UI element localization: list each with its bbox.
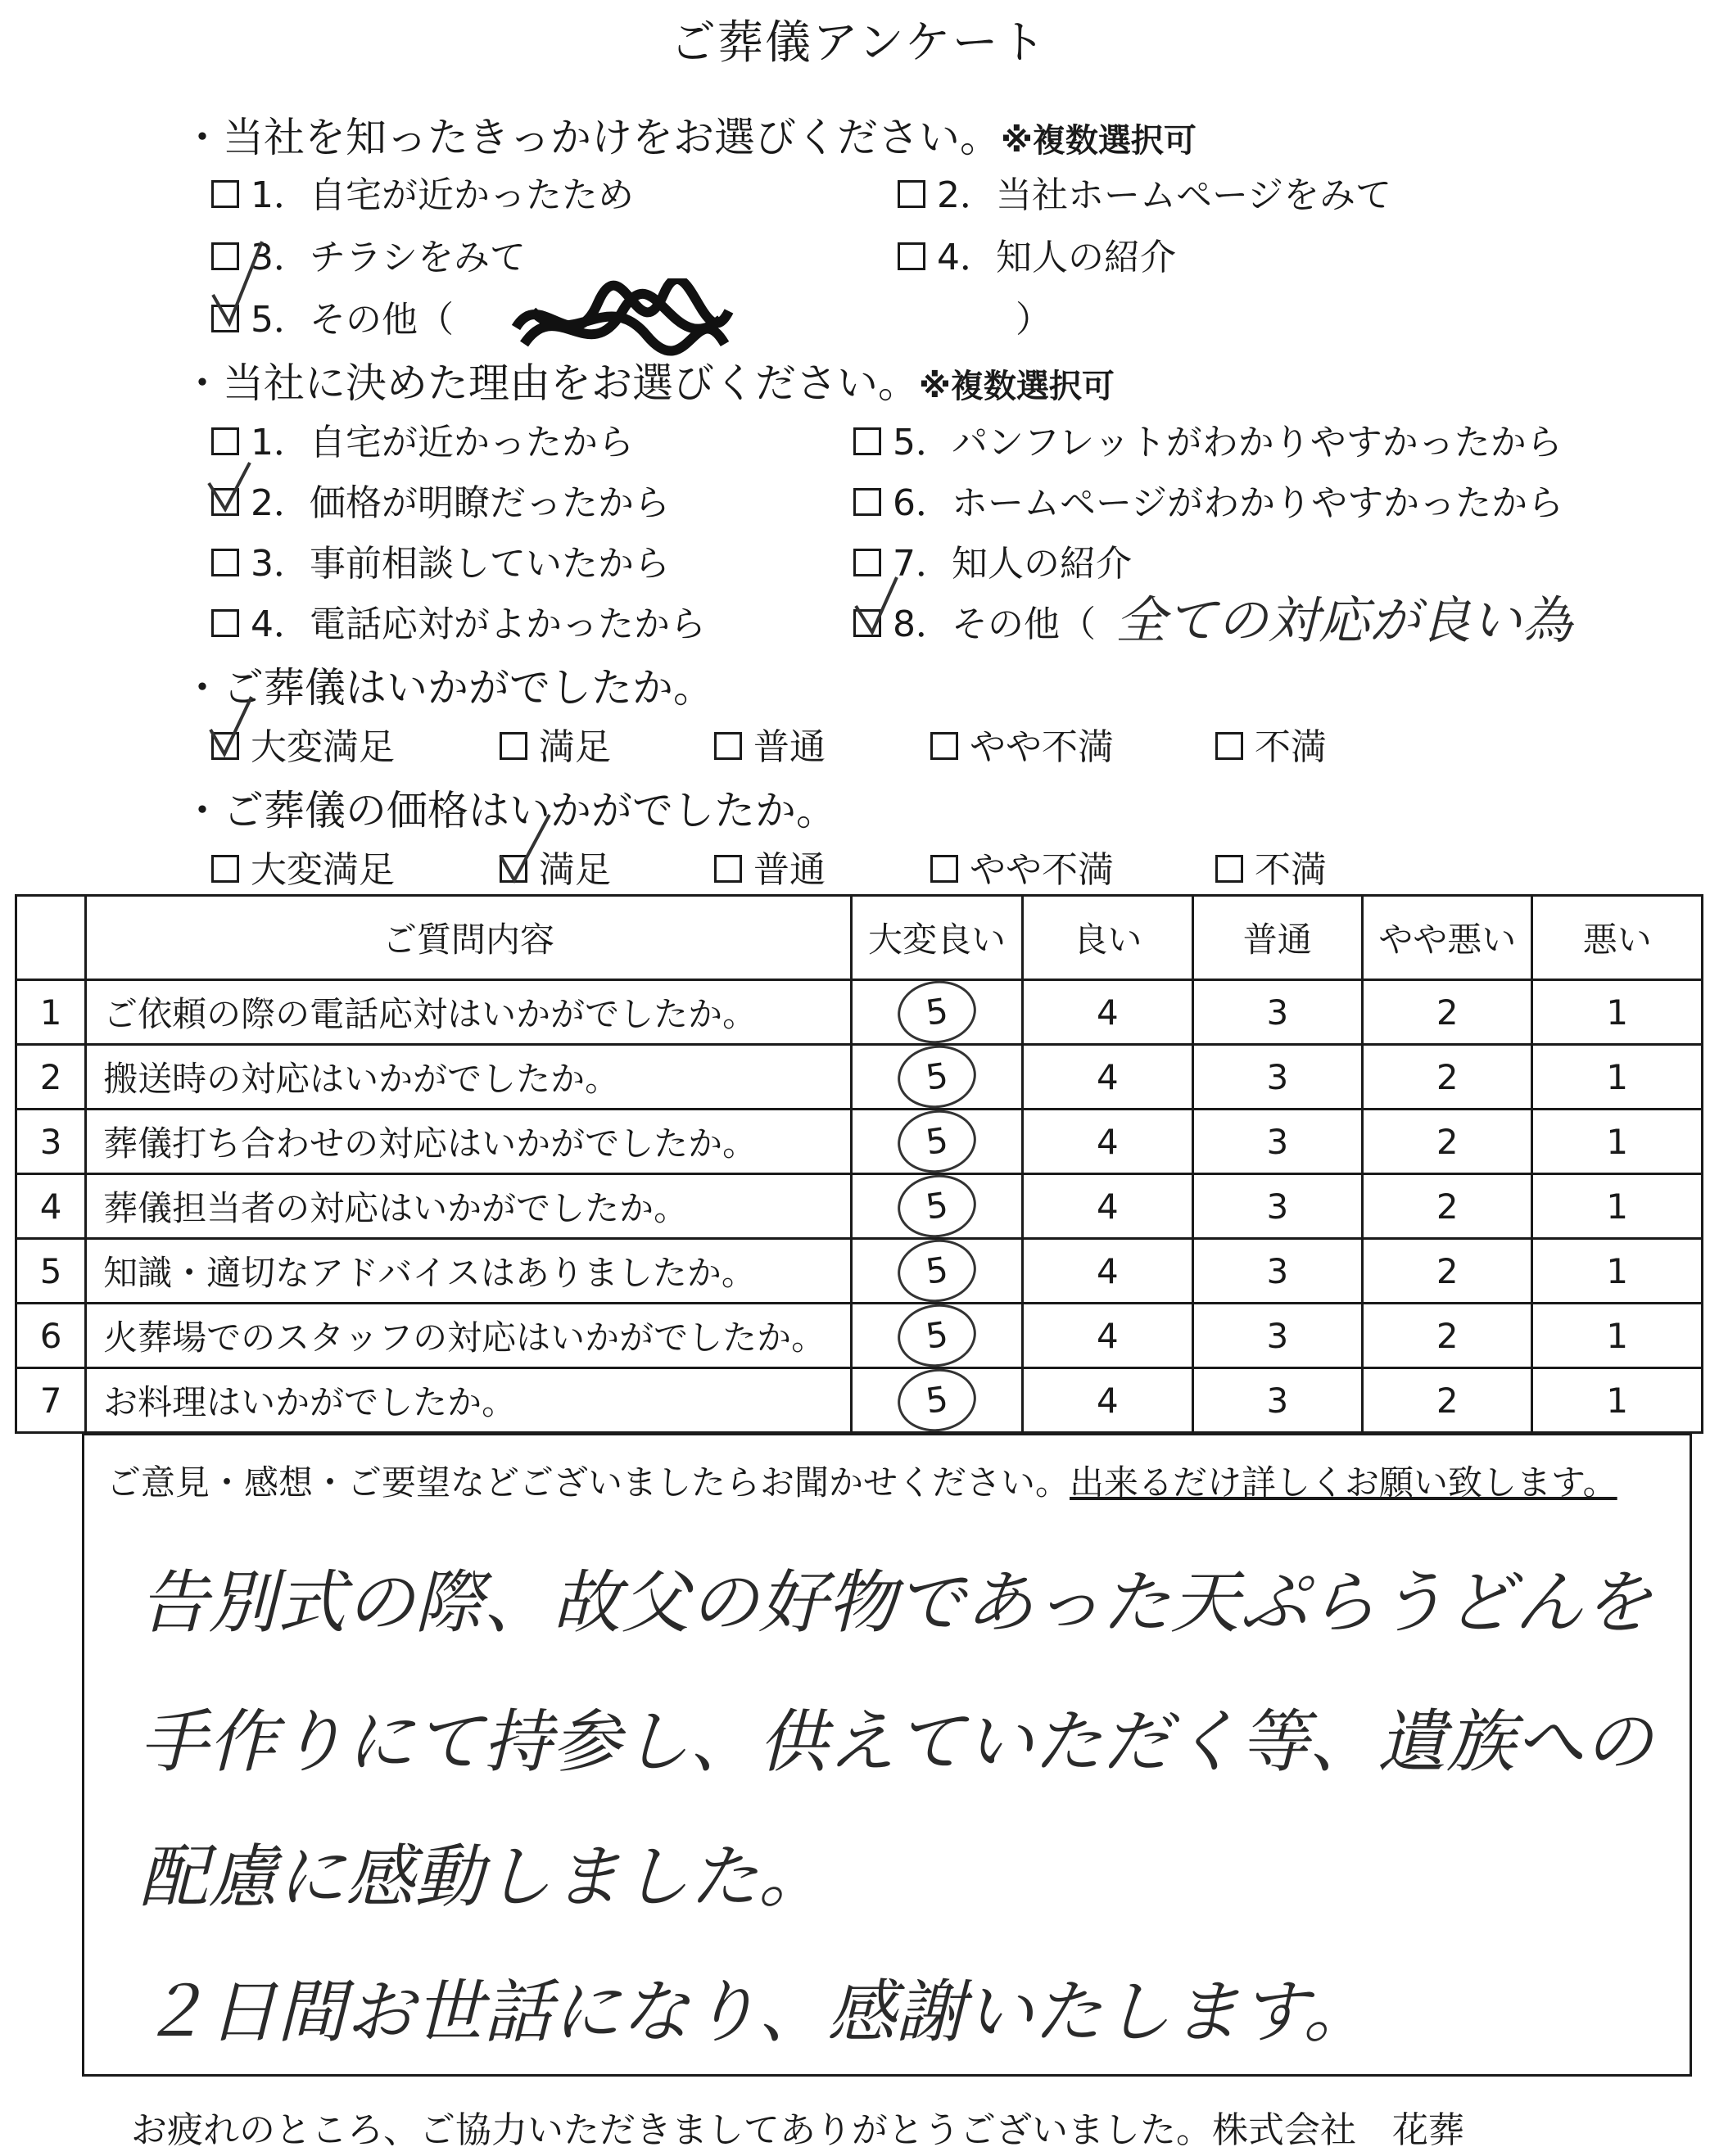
- comment-handwriting-line-2: 手作りにて持参し、供えていただく等、遺族への: [139, 1702, 1653, 1782]
- q1-option-5[interactable]: 5．その他（: [211, 290, 454, 342]
- q1-option-2[interactable]: 2．当社ホームページをみて: [898, 165, 1391, 218]
- comment-handwriting-line-3: 配慮に感動しました。: [139, 1837, 828, 1917]
- score-2[interactable]: 2: [1363, 1045, 1532, 1110]
- comment-label-emphasis: 出来るだけ詳しくお願い致します。: [1070, 1462, 1617, 1503]
- q3-option-5[interactable]: 不満: [1215, 717, 1327, 770]
- table-row: [16, 1304, 1703, 1368]
- circled-score[interactable]: 5: [893, 1364, 980, 1437]
- table-row: [16, 980, 1703, 1045]
- row-number: 1: [16, 980, 86, 1045]
- score-5[interactable]: [851, 1174, 1022, 1239]
- comment-label-text: ご意見・感想・ご要望などございましたらお聞かせください。: [106, 1462, 1070, 1503]
- score-4[interactable]: 4: [1023, 1174, 1192, 1239]
- checkbox[interactable]: [211, 180, 239, 208]
- q2-option-7[interactable]: 7．知人の紹介: [853, 534, 1132, 586]
- score-1[interactable]: 1: [1532, 1304, 1703, 1368]
- table-row: [16, 1110, 1703, 1174]
- table-header-row: [16, 896, 1703, 980]
- circled-score[interactable]: 5: [893, 1235, 980, 1308]
- score-3[interactable]: 3: [1192, 1174, 1362, 1239]
- q3-option-2[interactable]: 満足: [500, 717, 611, 770]
- header-question: ご質問内容: [86, 896, 852, 980]
- q4-option-5[interactable]: 不満: [1215, 840, 1327, 893]
- checkbox[interactable]: [1215, 732, 1243, 760]
- header-very-good: 大変良い: [851, 896, 1022, 980]
- q1-option-5-close: ）: [1016, 299, 1052, 341]
- circled-score[interactable]: 5: [893, 1299, 980, 1372]
- checkbox[interactable]: [853, 427, 881, 455]
- score-1[interactable]: 1: [1532, 980, 1703, 1045]
- score-1[interactable]: 1: [1532, 1110, 1703, 1174]
- score-4[interactable]: 4: [1023, 1045, 1192, 1110]
- score-1[interactable]: 1: [1532, 1368, 1703, 1433]
- q1-option-1[interactable]: 1．自宅が近かったため: [211, 165, 634, 218]
- score-3[interactable]: 3: [1192, 980, 1362, 1045]
- q4-option-3[interactable]: 普通: [714, 840, 826, 893]
- score-3[interactable]: 3: [1192, 1368, 1362, 1433]
- row-number: 3: [16, 1110, 86, 1174]
- q2-option-1[interactable]: 1．自宅が近かったから: [211, 413, 634, 465]
- score-5[interactable]: [851, 1368, 1022, 1433]
- q2-option-4[interactable]: 4．電話応対がよかったから: [211, 594, 706, 647]
- q2-note: ※複数選択可: [919, 368, 1115, 405]
- score-5[interactable]: [851, 1239, 1022, 1304]
- row-question: ご依頼の際の電話応対はいかがでしたか。: [86, 980, 852, 1045]
- page-title: ご葬儀アンケート: [670, 16, 1047, 70]
- circled-score[interactable]: 5: [893, 1041, 980, 1114]
- checkbox[interactable]: [898, 180, 925, 208]
- q1-note: ※複数選択可: [1001, 122, 1197, 160]
- checkbox[interactable]: [211, 427, 239, 455]
- checkmark-icon: [496, 811, 554, 884]
- row-number: 7: [16, 1368, 86, 1433]
- checkmark-icon: [205, 237, 270, 336]
- score-3[interactable]: 3: [1192, 1304, 1362, 1368]
- comment-handwriting-line-1: 告別式の際、故父の好物であった天ぷらうどんを: [139, 1562, 1653, 1643]
- comment-handwriting-line-4: ２日間お世話になり、感謝いたします。: [139, 1972, 1373, 2052]
- checkbox[interactable]: [211, 549, 239, 576]
- q1-option-4[interactable]: 4．知人の紹介: [898, 228, 1176, 280]
- q1-option-3[interactable]: 3．チラシをみて: [211, 228, 526, 280]
- score-2[interactable]: 2: [1363, 980, 1532, 1045]
- q2-heading: [182, 350, 1115, 409]
- checkbox[interactable]: [898, 242, 925, 270]
- q4-option-2[interactable]: 満足: [500, 840, 611, 893]
- q4-heading: ・ご葬儀の価格はいかがでしたか。: [182, 787, 837, 834]
- score-1[interactable]: 1: [1532, 1239, 1703, 1304]
- score-2[interactable]: 2: [1363, 1110, 1532, 1174]
- q1-heading-text: ・当社を知ったきっかけをお選びください。: [182, 114, 1001, 161]
- checkbox[interactable]: [714, 732, 742, 760]
- q4-option-4[interactable]: やや不満: [930, 840, 1114, 893]
- q2-heading-text: ・当社に決めた理由をお選びください。: [182, 359, 919, 407]
- row-question: 火葬場でのスタッフの対応はいかがでしたか。: [86, 1304, 852, 1368]
- header-no: [16, 896, 86, 980]
- row-question: 葬儀打ち合わせの対応はいかがでしたか。: [86, 1110, 852, 1174]
- checkmark-icon: [205, 459, 254, 516]
- q2-option-3[interactable]: 3．事前相談していたから: [211, 534, 670, 586]
- row-number: 4: [16, 1174, 86, 1239]
- q2-option-8[interactable]: 8．その他（: [853, 594, 1096, 647]
- q4-option-1[interactable]: 大変満足: [211, 840, 395, 893]
- checkbox[interactable]: [1215, 855, 1243, 883]
- score-4[interactable]: 4: [1023, 1368, 1192, 1433]
- q2-option-6[interactable]: 6．ホームページがわかりやすかったから: [853, 473, 1563, 526]
- row-number: 6: [16, 1304, 86, 1368]
- q3-option-3[interactable]: 普通: [714, 717, 826, 770]
- q1-heading: [182, 105, 1197, 164]
- footer-thanks: お疲れのところ、ご協力いただきましてありがとうございました。株式会社 花葬: [131, 2109, 1464, 2151]
- table-row: [16, 1239, 1703, 1304]
- row-number: 5: [16, 1239, 86, 1304]
- table-row: [16, 1174, 1703, 1239]
- checkmark-icon: [206, 693, 256, 758]
- row-question: 葬儀担当者の対応はいかがでしたか。: [86, 1174, 852, 1239]
- checkbox[interactable]: [714, 855, 742, 883]
- score-1[interactable]: 1: [1532, 1174, 1703, 1239]
- q3-option-1[interactable]: 大変満足: [211, 717, 395, 770]
- header-somewhat-bad: やや悪い: [1363, 896, 1532, 980]
- comment-label: [106, 1456, 1617, 1505]
- score-5[interactable]: [851, 980, 1022, 1045]
- score-3[interactable]: 3: [1192, 1239, 1362, 1304]
- score-5[interactable]: [851, 1110, 1022, 1174]
- header-bad: 悪い: [1532, 896, 1703, 980]
- row-number: 2: [16, 1045, 86, 1110]
- score-4[interactable]: 4: [1023, 1304, 1192, 1368]
- row-question: 知識・適切なアドバイスはありましたか。: [86, 1239, 852, 1304]
- table-row: [16, 1045, 1703, 1110]
- circled-score[interactable]: 5: [893, 976, 980, 1049]
- score-2[interactable]: 2: [1363, 1304, 1532, 1368]
- checkbox[interactable]: [211, 855, 239, 883]
- checkbox[interactable]: [853, 549, 881, 576]
- circled-score[interactable]: 5: [893, 1105, 980, 1178]
- q3-heading: ・ご葬儀はいかがでしたか。: [182, 664, 714, 712]
- score-4[interactable]: 4: [1023, 980, 1192, 1045]
- score-2[interactable]: 2: [1363, 1368, 1532, 1433]
- circled-score[interactable]: 5: [893, 1170, 980, 1243]
- header-normal: 普通: [1192, 896, 1362, 980]
- score-1[interactable]: 1: [1532, 1045, 1703, 1110]
- row-question: お料理はいかがでしたか。: [86, 1368, 852, 1433]
- table-row: [16, 1368, 1703, 1433]
- checkbox[interactable]: [930, 732, 958, 760]
- score-4[interactable]: 4: [1023, 1239, 1192, 1304]
- score-5[interactable]: [851, 1045, 1022, 1110]
- checkbox[interactable]: [211, 609, 239, 637]
- score-2[interactable]: 2: [1363, 1239, 1532, 1304]
- score-3[interactable]: 3: [1192, 1045, 1362, 1110]
- row-question: 搬送時の対応はいかがでしたか。: [86, 1045, 852, 1110]
- q2-option-2[interactable]: 2．価格が明瞭だったから: [211, 473, 670, 526]
- checkbox[interactable]: [930, 855, 958, 883]
- checkmark-icon: [852, 573, 901, 639]
- score-2[interactable]: 2: [1363, 1174, 1532, 1239]
- checkbox[interactable]: [500, 732, 527, 760]
- score-5[interactable]: [851, 1304, 1022, 1368]
- q2-other-handwriting: 全ての対応が良い為: [1115, 590, 1573, 650]
- q3-option-4[interactable]: やや不満: [930, 717, 1114, 770]
- rating-table: [15, 894, 1703, 1434]
- score-3[interactable]: 3: [1192, 1110, 1362, 1174]
- q2-option-5[interactable]: 5．パンフレットがわかりやすかったから: [853, 413, 1563, 465]
- checkbox[interactable]: [853, 488, 881, 516]
- score-4[interactable]: 4: [1023, 1110, 1192, 1174]
- header-good: 良い: [1023, 896, 1192, 980]
